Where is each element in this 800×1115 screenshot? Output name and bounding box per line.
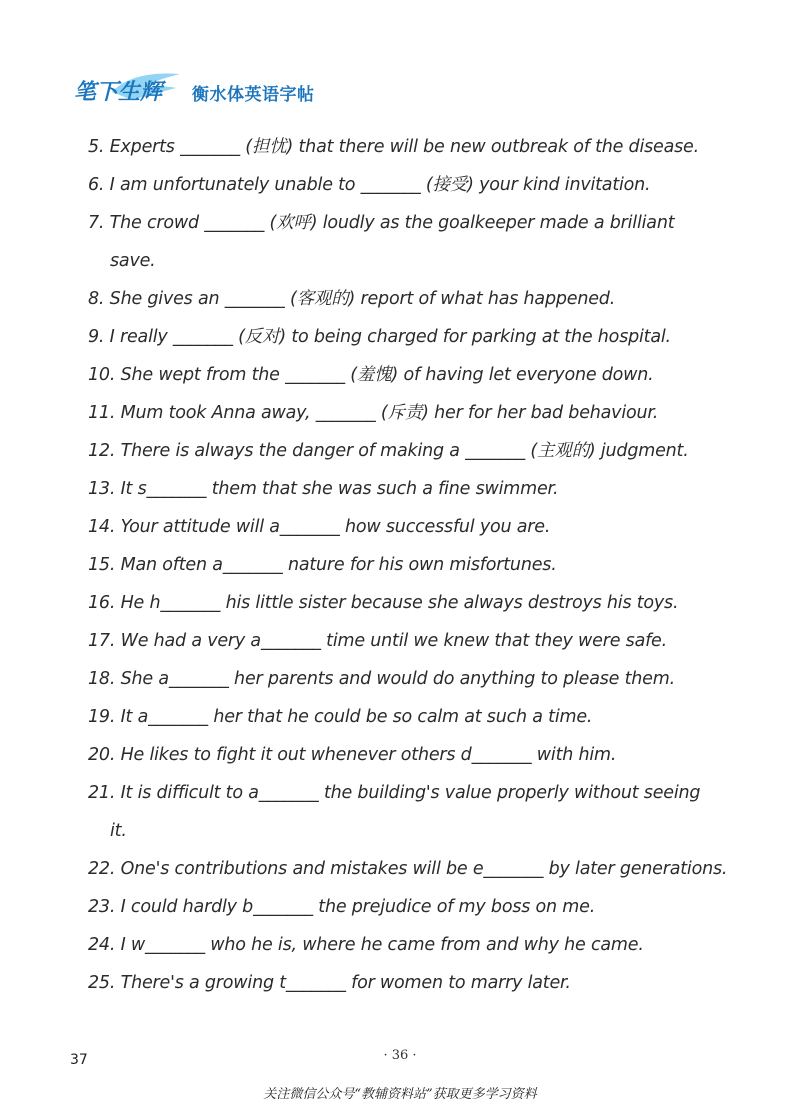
exercise-line: 20. He likes to fight it out whenever others d_______ with him.	[88, 745, 617, 765]
header-title: 衡水体英语字帖	[192, 85, 315, 105]
exercise-line: 22. One's contributions and mistakes will be e_______ by later generations.	[88, 859, 728, 879]
exercise-line-continuation: it.	[110, 821, 127, 841]
exercise-line: 14. Your attitude will a_______ how successful you are.	[88, 517, 551, 537]
exercise-line: 21. It is difficult to a_______ the building's value properly without seeing	[88, 783, 701, 803]
exercise-line: 15. Man often a_______ nature for his own misfortunes.	[88, 555, 557, 575]
exercise-list	[88, 128, 748, 1002]
exercise-line: 10. She wept from the _______ (羞愧) of having let everyone down.	[88, 365, 654, 385]
exercise-line: 12. There is always the danger of making a _______ (主观的) judgment.	[88, 441, 689, 461]
exercise-line: 23. I could hardly b_______ the prejudice of my boss on me.	[88, 897, 596, 917]
exercise-line: 5. Experts _______ (担忧) that there will be new outbreak of the disease.	[88, 137, 699, 157]
exercise-line: 6. I am unfortunately unable to _______ (接受) your kind invitation.	[88, 175, 651, 195]
exercise-line: 24. I w_______ who he is, where he came from and why he came.	[88, 935, 644, 955]
exercise-line: 8. She gives an _______ (客观的) report of what has happened.	[88, 289, 616, 309]
exercise-line: 7. The crowd _______ (欢呼) loudly as the goalkeeper made a brilliant	[88, 213, 675, 233]
exercise-line: 11. Mum took Anna away, _______ (斥责) her for her bad behaviour.	[88, 403, 659, 423]
exercise-line: 19. It a_______ her that he could be so calm at such a time.	[88, 707, 593, 727]
exercise-line: 9. I really _______ (反对) to being charged for parking at the hospital.	[88, 327, 671, 347]
exercise-line: 16. He h_______ his little sister because she always destroys his toys.	[88, 593, 679, 613]
page-header	[72, 68, 432, 112]
exercise-line-continuation: save.	[110, 251, 156, 271]
brand-logo	[72, 70, 184, 110]
exercise-line: 17. We had a very a_______ time until we knew that they were safe.	[88, 631, 667, 651]
exercise-line: 25. There's a growing t_______ for women to marry later.	[88, 973, 571, 993]
footer-note: 关注微信公众号“教辅资料站”获取更多学习资料	[263, 1087, 537, 1102]
exercise-line: 18. She a_______ her parents and would do anything to please them.	[88, 669, 675, 689]
page-number-center: · 36 ·	[383, 1048, 417, 1063]
page-number-left: 37	[70, 1052, 88, 1068]
svg-text:笔下生辉: 笔下生辉	[74, 80, 163, 105]
exercise-line: 13. It s_______ them that she was such a fine swimmer.	[88, 479, 559, 499]
